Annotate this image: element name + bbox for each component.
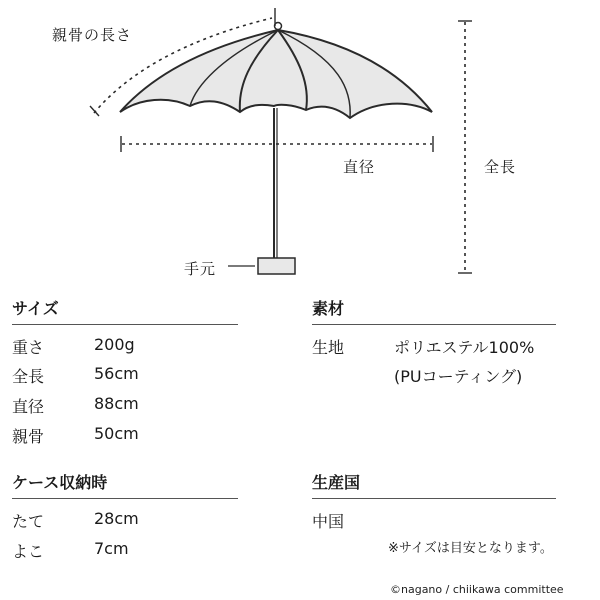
material-row-key: 生地 <box>312 338 345 357</box>
handle-label: 手元 <box>184 260 217 278</box>
case-row-value: 28cm <box>94 509 139 528</box>
size-row-value: 200g <box>94 335 135 354</box>
rib-length-label: 親骨の長さ <box>52 26 133 44</box>
origin-value: 中国 <box>312 512 345 531</box>
case-row-key: たて <box>12 512 45 531</box>
size-row-key: 重さ <box>12 338 45 357</box>
total-length-label: 全長 <box>484 158 517 176</box>
umbrella-handle <box>258 258 295 274</box>
size-row-value: 56cm <box>94 364 139 383</box>
umbrella-canopy <box>120 30 432 118</box>
case-row-key: よこ <box>12 542 45 561</box>
case-section-title: ケース収納時 <box>12 473 108 492</box>
size-row-key: 全長 <box>12 367 45 386</box>
size-row-value: 50cm <box>94 424 139 443</box>
origin-divider <box>312 498 556 499</box>
copyright-text: ©nagano / chiikawa committee <box>390 583 564 596</box>
diameter-label: 直径 <box>343 158 376 176</box>
size-section-title: サイズ <box>12 299 59 318</box>
material-row-value-secondary: (PUコーティング) <box>394 367 523 386</box>
material-divider <box>312 324 556 325</box>
size-divider <box>12 324 238 325</box>
size-row-key: 親骨 <box>12 427 45 446</box>
material-section-title: 素材 <box>312 299 345 318</box>
rib-length-tick <box>90 106 99 116</box>
case-divider <box>12 498 238 499</box>
origin-section-title: 生産国 <box>312 473 361 492</box>
size-row-value: 88cm <box>94 394 139 413</box>
case-row-value: 7cm <box>94 539 129 558</box>
material-row-value: ポリエステル100% <box>394 338 535 357</box>
size-row-key: 直径 <box>12 397 45 416</box>
size-disclaimer-note: ※サイズは目安となります。 <box>388 541 553 556</box>
